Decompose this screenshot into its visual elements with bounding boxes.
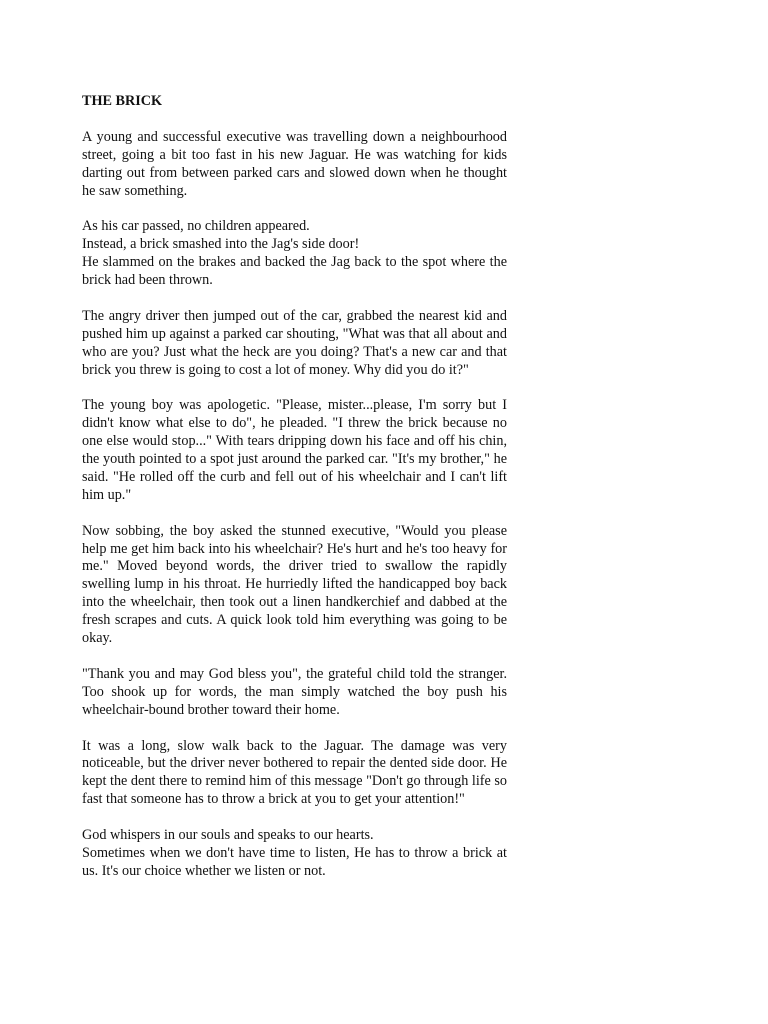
text-line: As his car passed, no children appeared. — [82, 218, 310, 235]
text-line: Instead, a brick smashed into the Jag's side door! — [82, 236, 360, 253]
text-line: He slammed on the brakes and backed the Jag back to the spot where the brick had been thrown. — [82, 254, 507, 289]
paragraph-thank-you: "Thank you and may God bless you", the grateful child told the stranger. Too shook up for words, the man simply watched the boy push his wheelchair-bound brother toward their home. — [82, 665, 507, 718]
document-page — [82, 93, 507, 899]
paragraph-long-walk: It was a long, slow walk back to the Jaguar. The damage was very noticeable, but the driver never bothered to repair the dented side door. He kept the dent there to remind him of this message "Don't go through life so fast that someone has to throw a brick at you to get your attention!" — [82, 737, 507, 808]
paragraph-closing — [82, 827, 507, 881]
paragraph-brick-thrown — [82, 218, 507, 290]
paragraph-young-boy: The young boy was apologetic. "Please, mister...please, I'm sorry but I didn't know what else to do", he pleaded. "I threw the brick because no one else would stop..." With tears dripping down his face and off his chin, the youth pointed to a spot just around the parked car. "It's my brother," he said. "He rolled off the curb and fell out of his wheelchair and I can't lift him up." — [82, 397, 507, 503]
text-line: Sometimes when we don't have time to listen, He has to throw a brick at us. It's our choice whether we listen or not. — [82, 844, 507, 879]
text-line: God whispers in our souls and speaks to our hearts. — [82, 827, 374, 844]
paragraph-intro: A young and successful executive was travelling down a neighbourhood street, going a bit too fast in his new Jaguar. He was watching for kids darting out from between parked cars and slowed down when he thought he saw something. — [82, 128, 507, 199]
paragraph-sobbing: Now sobbing, the boy asked the stunned executive, "Would you please help me get him back into his wheelchair? He's hurt and he's too heavy for me." Moved beyond words, the driver tried to swallow the rapidly swelling lump in his throat. He hurriedly lifted the handicapped boy back into the wheelchair, then took out a linen handkerchief and dabbed at the fresh scrapes and cuts. A quick look told him everything was going to be okay. — [82, 522, 507, 647]
paragraph-angry-driver: The angry driver then jumped out of the car, grabbed the nearest kid and pushed him up against a parked car shouting, "What was that all about and who are you? Just what the heck are you doing? That's a new car and that brick you threw is going to cost a lot of money. Why did you do it?" — [82, 307, 507, 378]
document-title: THE BRICK — [82, 93, 163, 109]
